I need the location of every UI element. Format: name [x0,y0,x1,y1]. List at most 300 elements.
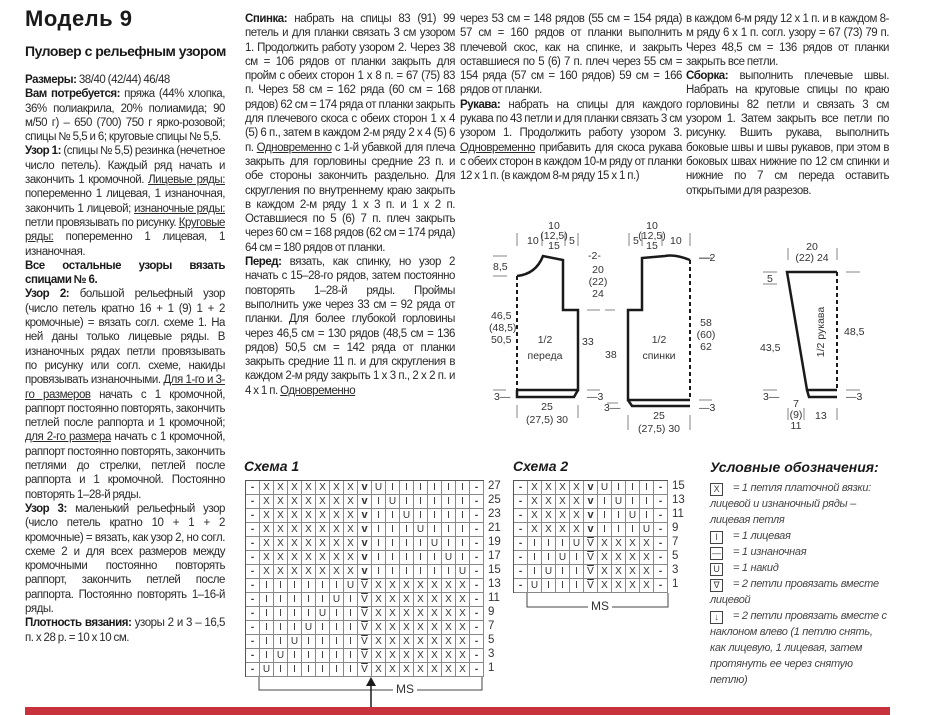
chart-cell-garter: X [428,621,442,635]
chart-cell-ssk: v [358,495,372,509]
chart-cell-purl: - [654,579,668,593]
back-dim-band: —3 [699,402,716,414]
back-dim-width: (27,5) 30 [637,423,681,435]
chart-cell-knit: I [598,495,612,509]
chart-row [246,537,484,551]
chart-cell-garter: X [640,537,654,551]
paragraph [686,69,889,198]
chart-cell-garter: X [598,537,612,551]
paragraph [25,259,225,288]
chart-cell-knit: I [442,537,456,551]
footer-accent-bar [25,707,890,715]
paragraph [25,87,225,144]
paragraph-text: с 1-й убавкой для плеча закрыть для горловины средние 23 п. и обе стороны закончить раздельно. Для скругления по внутреннему краю закрыть в каждом 2-м ряду 1 х 3 п. и 1 х 2 п. Оставшиеся по 5 (6) 7 п. плеч закрыть через 60 см = 168 рядов (62 см = 174 ряда) 64 см = 180 рядов от планки. [245,141,455,254]
chart-cell-garter: X [414,593,428,607]
paragraph [25,616,225,645]
sleeve-dim-top: 20 [806,241,818,253]
chart-cell-garter: X [260,523,274,537]
chart-cell-knit: I [316,579,330,593]
chart-cell-knit: I [456,495,470,509]
chart-cell-k2tog: $\overline{V}$ [358,621,372,635]
chart-row [514,551,668,565]
chart-cell-purl: - [246,551,260,565]
chart-cell-garter: X [428,607,442,621]
chart-cell-yarn-over: U [288,635,302,649]
back-dim-top-right: 10 [670,235,682,247]
chart-cell-garter: X [288,523,302,537]
underlined-text: Лицевые ряды: [148,174,225,187]
legend [710,480,888,688]
paragraph-heading: Узор 1: [25,145,61,158]
chart-cell-garter: X [302,481,316,495]
chart-cell-knit: I [556,579,570,593]
chart-cell-knit: I [456,481,470,495]
chart-cell-purl: - [654,551,668,565]
paragraph-text: начать с 1 кромочной, раппорт постоянно повторять, закончить петлей после раппорта и 1 кромочной; [25,388,225,430]
chart-cell-yarn-over: U [274,649,288,663]
chart-cell-garter: X [428,635,442,649]
chart-cell-knit: I [556,565,570,579]
sleeve-dim-left-height: 43,5 [760,342,781,354]
chart-cell-knit: I [302,649,316,663]
legend-item [710,576,888,608]
chart-cell-garter: X [372,621,386,635]
chart-cell-k2tog: $\overline{V}$ [358,579,372,593]
front-dim-armhole: 24 [592,288,604,300]
legend-symbol: U [710,563,723,576]
sleeve-dim-right-height: 48,5 [844,326,865,338]
chart-cell-knit: I [302,635,316,649]
chart-cell-garter: X [556,481,570,495]
chart-cell-garter: X [344,565,358,579]
chart-cell-purl: - [470,565,484,579]
chart-cell-purl: - [246,621,260,635]
front-dim-armhole: (22) [588,276,608,288]
chart-cell-garter: X [598,579,612,593]
chart-cell-knit: I [316,663,330,677]
chart-row [514,523,668,537]
chart-cell-yarn-over: U [528,579,542,593]
chart-cell-garter: X [386,663,400,677]
chart-cell-yarn-over: U [556,551,570,565]
paragraph [245,12,455,255]
chart-cell-garter: X [570,523,584,537]
chart-cell-purl: - [514,481,528,495]
chart-cell-knit: I [372,509,386,523]
chart-cell-knit: I [456,523,470,537]
legend-symbol: X [710,483,723,496]
chart-cell-garter: X [344,523,358,537]
paragraph-text: прибавить для скоса рукава с обеих сторон в каждом 10-м ряду от планки 12 х 1 п. (в каждом 8-м ряду 15 х 1 п.) [460,141,682,183]
chart-cell-knit: I [570,579,584,593]
chart-cell-k2tog: $\overline{V}$ [358,649,372,663]
front-dim-band: 3— [494,391,511,403]
chart-cell-purl: - [654,509,668,523]
back-piece-label: спинки [642,350,676,362]
legend-symbol: ∇ [710,579,723,592]
chart-cell-knit: I [288,649,302,663]
front-piece-label: 1/2 [537,334,553,346]
chart-cell-purl: - [246,481,260,495]
row-number: 15 [672,480,685,492]
chart-cell-knit: I [288,607,302,621]
chart-cell-garter: X [626,565,640,579]
chart-cell-knit: I [330,607,344,621]
chart-cell-garter: X [542,509,556,523]
chart-cell-garter: X [386,607,400,621]
chart-cell-yarn-over: U [260,663,274,677]
text-column-4 [686,12,889,198]
chart-cell-garter: X [414,579,428,593]
paragraph-text: вязать, как спинку, но узор 2 начать с 15–28-го рядов, затем постоянно повторять 1–28-й ряды. Проймы выполнить уже через 33 см = 92 ряда от планки. Для более глубокой горловины через 46,5 см = 130 рядов (48,5 см = 136 рядов) 50,5 см = 142 ряда от планки закрыть средние 11 п. и для скругления в каждом 2-м ряду закрыть 1 х 3 п., 2 х 2 п. и 4 х 1 п. [245,256,455,397]
legend-item [710,528,888,544]
chart-cell-garter: X [274,551,288,565]
chart-cell-garter: X [612,579,626,593]
chart-cell-garter: X [302,495,316,509]
chart-cell-yarn-over: U [626,509,640,523]
chart-cell-garter: X [260,481,274,495]
chart-cell-garter: X [344,481,358,495]
back-dim-height: 62 [700,341,712,353]
chart-cell-knit: I [330,635,344,649]
paragraph-text: начать с 1 кромочной, раппорт постоянно повторять, закончить петлями до стрелки, петлей после раппорта и 1 кромочной. Постоянно повторять 1–28-й ряды. [25,431,225,501]
chart-cell-k2tog: $\overline{V}$ [584,565,598,579]
chart-cell-garter: X [442,635,456,649]
chart-cell-knit: I [400,537,414,551]
chart-cell-knit: I [344,649,358,663]
chart-row [246,565,484,579]
chart-cell-knit: I [400,481,414,495]
paragraph-text: пряжа (44% хлопка, 36% полиакрила, 20% полиамида; 90 м/50 г) – 650 (700) 750 г ярко-розовой; спицы № 5,5 и 6; круговые спицы № 5,5. [25,88,225,144]
back-dim-height: (60) [696,329,716,341]
paragraph-heading: Плотность вязания: [25,617,132,630]
chart-cell-ssk: v [358,565,372,579]
chart-cell-knit: I [570,565,584,579]
chart-cell-knit: I [556,537,570,551]
chart-cell-knit: I [302,579,316,593]
back-piece-diagram [607,233,712,430]
chart-cell-garter: X [316,565,330,579]
chart-cell-garter: X [414,635,428,649]
chart-cell-garter: X [330,495,344,509]
chart-cell-knit: I [456,537,470,551]
chart-cell-knit: I [344,621,358,635]
front-dim-neck: (12,5) [540,230,568,242]
chart-cell-purl: - [246,649,260,663]
front-piece-label: переда [527,350,563,362]
chart-cell-garter: X [344,495,358,509]
paragraph-text: попеременно 1 лицевая, 1 изнаночная, закончить 1 лицевой; [25,188,225,215]
paragraph-text: набрать на спицы 83 (91) 99 петель и для планки связать 3 см узором 1. Продолжить работу узором 2. Через 38 см = 106 рядов от планки закрыть для пройм с обеих сторон 1 х 8 п. = 67 (75) 83 п. Через 58 см = 162 ряда (60 см = 168 рядов) 62 см = 174 ряда от планки закрыть для плечевого скоса с обеих сторон 1 х 4 (5) 6 п., затем в каждом 2-м ряду 2 х 4 (5) 6 п. [245,13,455,154]
chart-cell-purl: - [470,593,484,607]
row-number: 1 [488,662,495,674]
front-dim-neck-depth: 8,5 [493,261,508,273]
chart-cell-knit: I [456,509,470,523]
chart-cell-knit: I [442,495,456,509]
chart-cell-knit: I [274,635,288,649]
chart-cell-knit: I [528,537,542,551]
chart-cell-knit: I [288,621,302,635]
underlined-text: Одновременно [256,141,332,154]
chart-cell-garter: X [330,537,344,551]
chart-cell-knit: I [542,551,556,565]
back-dim-neck: 15 [646,240,658,252]
chart-cell-garter: X [316,537,330,551]
underlined-text: изнаночные ряды: [134,202,226,215]
legend-text: = 2 петли провязать вместе с наклоном влево (1 петлю снять, как лицевую, 1 лицевая, затем протянуть ее через снятую петлю) [710,610,887,686]
chart-cell-garter: X [626,579,640,593]
underlined-text: Круговые ряды: [25,216,225,244]
paragraph [25,73,225,87]
chart-cell-ssk: v [358,537,372,551]
sleeve-dim-bottom: (9) [789,409,803,421]
chart-cell-garter: X [428,593,442,607]
legend-text: = 2 петли провязать вместе лицевой [710,578,879,606]
chart-cell-knit: I [316,593,330,607]
paragraph-text: выполнить плечевые швы. Набрать на круговые спицы по краю горловины 82 петли и связать 3 см узором 1. Затем закрыть все петли по рисунку. Вшить рукава, выполнить боковые швы и швы рукавов, при этом в боковых швах нижние по 12 см спинки и нижние по 7 см переда оставить открытыми для разрезов. [686,70,889,197]
paragraph-heading: Размеры: [25,74,77,86]
chart-cell-knit: I [274,663,288,677]
paragraph-text: 38/40 (42/44) 46/48 [76,74,170,86]
row-number: 23 [488,508,501,520]
chart-cell-purl: - [470,621,484,635]
schema-1-ms-label: MS [393,682,417,696]
chart-cell-garter: X [260,495,274,509]
chart-cell-garter: X [302,565,316,579]
chart-cell-knit: I [260,621,274,635]
chart-cell-knit: I [414,509,428,523]
chart-cell-purl: - [654,481,668,495]
chart-cell-purl: - [514,523,528,537]
chart-row [246,663,484,677]
chart-cell-garter: X [372,635,386,649]
back-dim-shoulder-drop: —2 [699,252,716,264]
underlined-text: Одновременно [280,384,356,397]
chart-cell-garter: X [570,509,584,523]
chart-cell-knit: I [414,565,428,579]
chart-cell-garter: X [528,523,542,537]
chart-cell-garter: X [372,593,386,607]
row-number: 19 [488,536,501,548]
row-number: 11 [488,592,500,604]
schema-1-title: Схема 1 [244,458,300,474]
chart-cell-knit: I [260,579,274,593]
underlined-text: Для 1-го и 3-го размеров [25,374,225,401]
chart-cell-knit: I [372,523,386,537]
chart-cell-knit: I [372,551,386,565]
chart-cell-purl: - [246,495,260,509]
chart-cell-garter: X [414,663,428,677]
chart-cell-knit: I [640,509,654,523]
paragraph-text: (спицы № 5,5) резинка (нечетное число петель). Каждый ряд начать и закончить 1 кромочной. [25,145,225,187]
chart-cell-yarn-over: U [414,523,428,537]
chart-cell-purl: - [654,537,668,551]
chart-cell-purl: - [654,495,668,509]
chart-cell-garter: X [372,579,386,593]
chart-cell-purl: - [470,607,484,621]
chart-cell-garter: X [288,481,302,495]
chart-cell-garter: X [274,537,288,551]
chart-cell-purl: - [514,565,528,579]
legend-text: = 1 петля платочной вязки: лицевой и изнаночный ряды – лицевая петля [710,482,871,526]
paragraph-heading: Спинка: [245,13,288,25]
chart-cell-k2tog: $\overline{V}$ [584,551,598,565]
chart-cell-knit: I [288,593,302,607]
chart-cell-purl: - [470,537,484,551]
chart-cell-garter: X [260,509,274,523]
chart-cell-yarn-over: U [316,607,330,621]
chart-cell-garter: X [528,509,542,523]
chart-cell-knit: I [274,607,288,621]
chart-cell-knit: I [344,593,358,607]
chart-row [246,523,484,537]
chart-cell-purl: - [246,509,260,523]
chart-cell-knit: I [386,509,400,523]
front-dim-armhole: 20 [592,264,604,276]
chart-cell-garter: X [456,649,470,663]
chart-cell-garter: X [288,537,302,551]
chart-cell-knit: I [302,593,316,607]
chart-cell-garter: X [570,481,584,495]
back-dim-side: 38 [605,349,617,361]
chart-cell-knit: I [274,579,288,593]
row-number: 7 [488,620,495,632]
chart-cell-garter: X [598,565,612,579]
chart-cell-garter: X [456,635,470,649]
chart-cell-garter: X [456,607,470,621]
chart-cell-garter: X [528,495,542,509]
chart-cell-garter: X [428,649,442,663]
sleeve-piece-label: 1/2 рукава [815,306,827,358]
chart-cell-garter: X [612,565,626,579]
front-dim-height: 50,5 [491,334,512,346]
chart-cell-knit: I [260,607,274,621]
chart-cell-purl: - [654,523,668,537]
chart-cell-garter: X [542,523,556,537]
chart-cell-garter: X [302,509,316,523]
paragraph-text: большой рельефный узор (число петель кратно 16 + 1 (9) 1 + 2 кромочные) = вязать согл. схеме 1. На ней даны только лицевые ряды. В изнаночных рядах петли провязывать по рисунку или согл. схеме, накиды провязывать изнаночными. [25,288,225,387]
chart-cell-knit: I [612,523,626,537]
chart-cell-knit: I [626,481,640,495]
chart-cell-knit: I [400,495,414,509]
chart-cell-ssk: v [584,523,598,537]
chart-cell-garter: X [260,565,274,579]
chart-cell-garter: X [456,579,470,593]
row-number: 27 [488,480,501,492]
underlined-text: для 2-го размера [25,431,111,444]
chart-cell-yarn-over: U [344,579,358,593]
chart-row [514,495,668,509]
chart-cell-knit: I [344,607,358,621]
chart-cell-garter: X [442,579,456,593]
legend-item [710,560,888,576]
chart-cell-yarn-over: U [640,523,654,537]
chart-cell-garter: X [386,579,400,593]
chart-cell-garter: X [442,593,456,607]
row-number: 9 [672,522,679,534]
paragraph-text: через 53 см = 148 рядов (55 см = 154 ряда) 57 см = 160 рядов от планки выполнить плечевой скос, как на спинке, и закрыть оставшиеся по 5 (6) 7 п. плеч через 55 см = 154 ряда (57 см = 160 рядов) 59 см = 166 рядов от планки. [460,13,682,97]
chart-cell-knit: I [442,523,456,537]
chart-cell-yarn-over: U [302,621,316,635]
chart-cell-ssk: v [358,509,372,523]
paragraph-text: попеременно 1 лицевая, 1 изнаночная. [25,231,225,258]
chart-cell-garter: X [344,509,358,523]
chart-cell-purl: - [470,551,484,565]
chart-cell-knit: I [626,495,640,509]
row-number: 15 [488,564,501,576]
chart-cell-garter: X [598,551,612,565]
chart-cell-knit: I [570,551,584,565]
chart-cell-garter: X [456,593,470,607]
row-number: 1 [672,578,679,590]
chart-cell-purl: - [470,579,484,593]
chart-cell-garter: X [386,593,400,607]
text-column-3 [460,12,682,184]
chart-cell-garter: X [528,481,542,495]
front-dim-side: 33 [582,336,594,348]
model-title: Модель 9 [25,6,133,31]
chart-cell-garter: X [386,649,400,663]
back-dim-height: 58 [700,317,712,329]
chart-cell-purl: - [470,649,484,663]
front-dim-top-left: 10 [527,235,539,247]
front-dim-neck: 10 [548,220,560,232]
row-number: 9 [488,606,495,618]
model-subtitle: Пуловер с рельефным узором [25,43,226,59]
chart-cell-knit: I [330,579,344,593]
chart-cell-knit: I [428,495,442,509]
chart-cell-garter: X [400,607,414,621]
chart-cell-garter: X [330,551,344,565]
chart-cell-purl: - [246,593,260,607]
chart-cell-garter: X [288,495,302,509]
chart-cell-yarn-over: U [542,565,556,579]
paragraph-heading: Узор 2: [25,288,70,301]
chart-cell-k2tog: $\overline{V}$ [358,593,372,607]
sleeve-dim-band: —3 [846,391,863,403]
chart-cell-knit: I [542,537,556,551]
paragraph-heading: Вам потребуется: [25,88,121,101]
chart-cell-purl: - [470,523,484,537]
paragraph [460,12,682,98]
chart-cell-garter: X [428,579,442,593]
chart-cell-garter: X [400,579,414,593]
chart-cell-knit: I [302,663,316,677]
chart-cell-ssk: v [584,495,598,509]
row-number: 11 [672,508,684,520]
chart-cell-knit: I [626,523,640,537]
text-column-1 [25,73,225,645]
chart-cell-knit: I [428,509,442,523]
front-dim-shoulder-drop: -2- [588,250,601,262]
legend-item [710,544,888,560]
chart-cell-garter: X [414,621,428,635]
front-dim-width: (27,5) 30 [525,414,569,426]
chart-cell-ssk: v [584,509,598,523]
chart-cell-yarn-over: U [386,495,400,509]
chart-cell-garter: X [442,607,456,621]
chart-cell-knit: I [400,551,414,565]
chart-row [246,481,484,495]
chart-row [514,509,668,523]
chart-cell-ssk: v [358,551,372,565]
chart-cell-garter: X [400,663,414,677]
paragraph [460,98,682,184]
chart-cell-knit: I [428,551,442,565]
chart-cell-ssk: v [358,523,372,537]
chart-cell-garter: X [372,649,386,663]
chart-cell-garter: X [302,523,316,537]
